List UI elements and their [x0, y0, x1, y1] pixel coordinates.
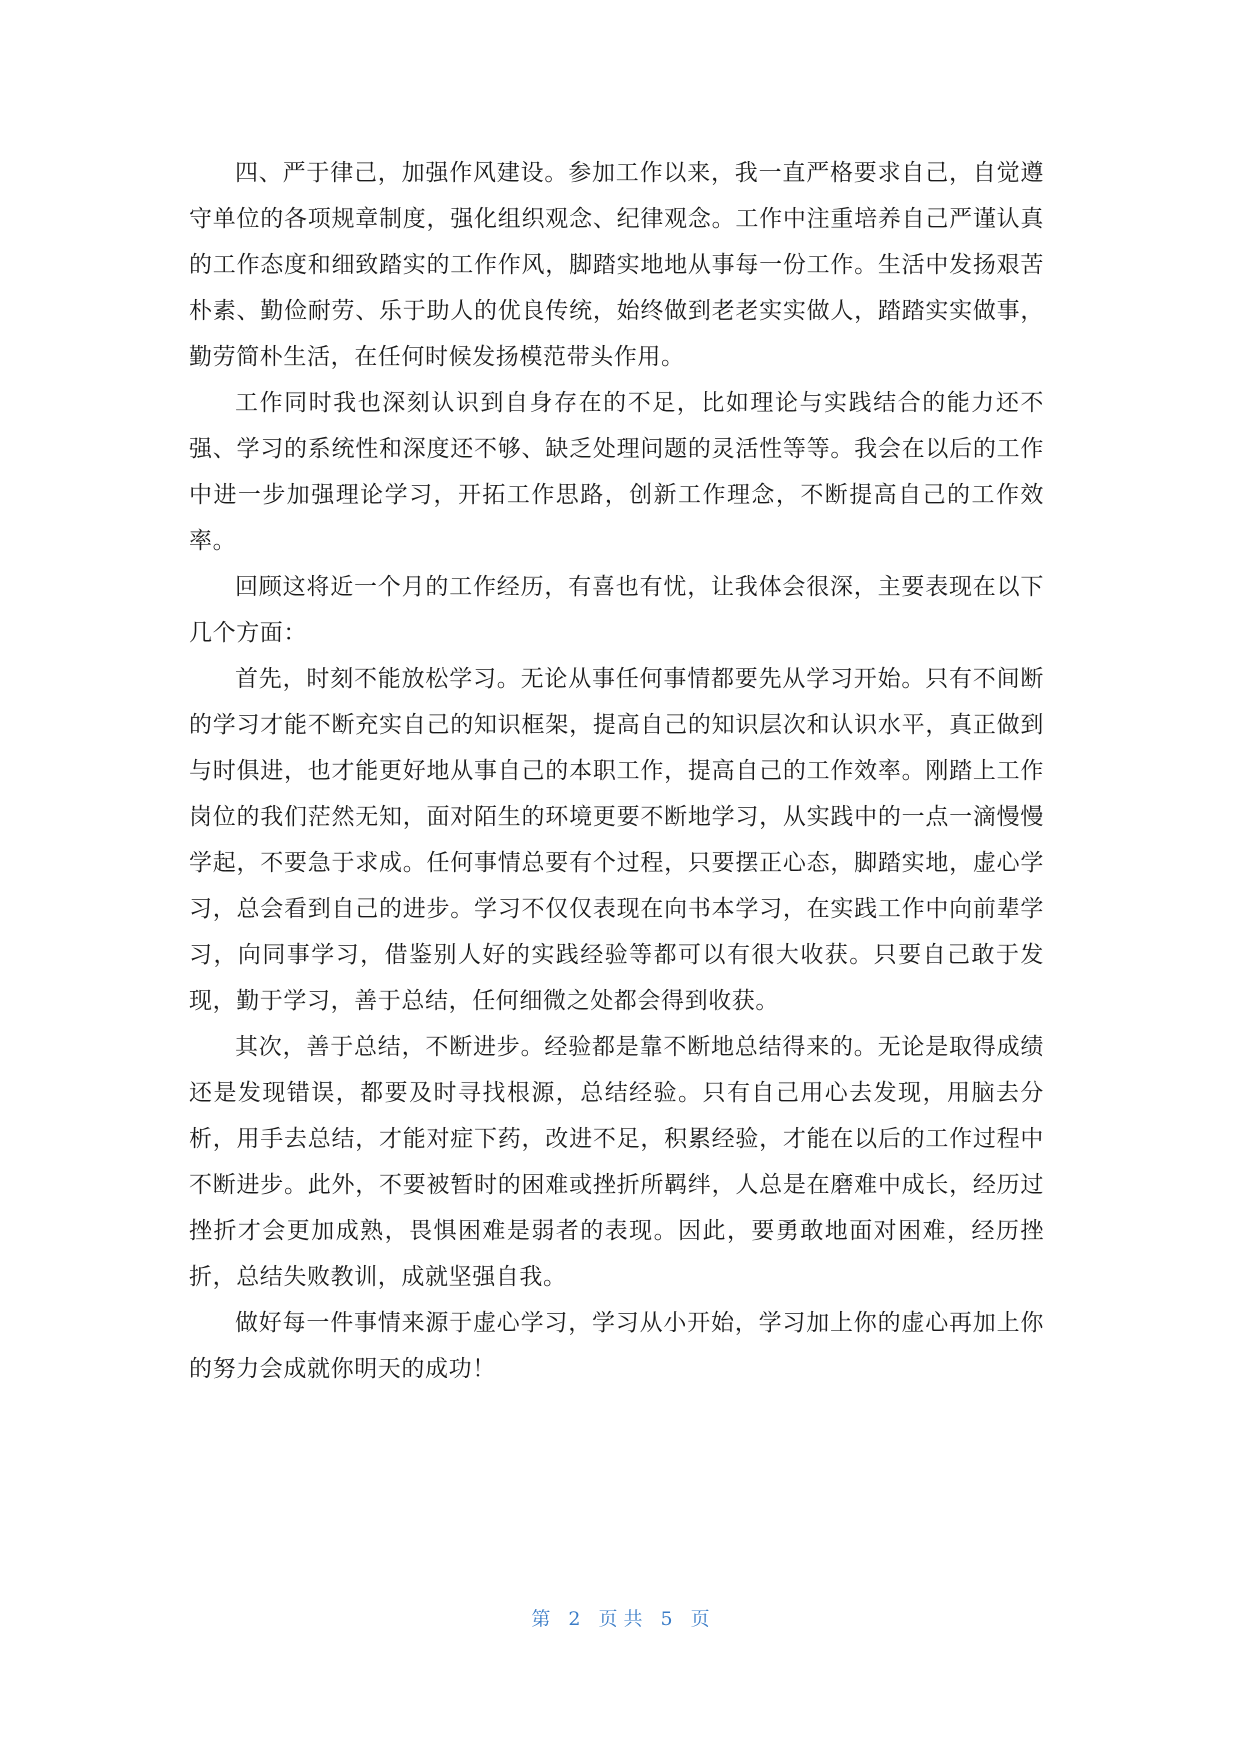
footer-total-pages: 5 [660, 1608, 673, 1630]
paragraph: 做好每一件事情来源于虚心学习，学习从小开始，学习加上你的虚心再加上你的努力会成就你明天的成功！ [189, 1310, 1044, 1382]
footer-current-page: 2 [568, 1608, 581, 1630]
paragraph: 工作同时我也深刻认识到自身存在的不足，比如理论与实践结合的能力还不强、学习的系统性和深度还不够、缺乏处理问题的灵活性等等。我会在以后的工作中进一步加强理论学习，开拓工作思路，创新工作理念，不断提高自己的工作效率。 [189, 390, 1044, 554]
paragraph: 其次，善于总结，不断进步。经验都是靠不断地总结得来的。无论是取得成绩还是发现错误，都要及时寻找根源，总结经验。只有自己用心去发现，用脑去分析，用手去总结，才能对症下药，改进不足，积累经验，才能在以后的工作过程中不断进步。此外，不要被暂时的困难或挫折所羁绊，人总是在磨难中成长，经历过挫折才会更加成熟，畏惧困难是弱者的表现。因此，要勇敢地面对困难，经历挫折，总结失败教训，成就坚强自我。 [189, 1034, 1044, 1290]
paragraph: 回顾这将近一个月的工作经历，有喜也有忧，让我体会很深，主要表现在以下几个方面： [189, 574, 1044, 646]
paragraph: 四、严于律己，加强作风建设。参加工作以来，我一直严格要求自己，自觉遵守单位的各项规章制度，强化组织观念、纪律观念。工作中注重培养自己严谨认真的工作态度和细致踏实的工作作风，脚踏实地地从事每一份工作。生活中发扬艰苦朴素、勤俭耐劳、乐于助人的优良传统，始终做到老老实实做人，踏踏实实做事，勤劳简朴生活，在任何时候发扬模范带头作用。 [189, 160, 1044, 370]
footer-label-pages: 页 [690, 1608, 710, 1630]
footer-label-of: 页 共 [598, 1608, 643, 1630]
footer-label-page: 第 [531, 1608, 551, 1630]
paragraph: 首先，时刻不能放松学习。无论从事任何事情都要先从学习开始。只有不间断的学习才能不断充实自己的知识框架，提高自己的知识层次和认识水平，真正做到与时俱进，也才能更好地从事自己的本职工作，提高自己的工作效率。刚踏上工作岗位的我们茫然无知，面对陌生的环境更要不断地学习，从实践中的一点一滴慢慢学起，不要急于求成。任何事情总要有个过程，只要摆正心态，脚踏实地，虚心学习，总会看到自己的进步。学习不仅仅表现在向书本学习，在实践工作中向前辈学习，向同事学习，借鉴别人好的实践经验等都可以有很大收获。只要自己敢于发现，勤于学习，善于总结，任何细微之处都会得到收获。 [189, 666, 1044, 1014]
page-footer [0, 1604, 1241, 1631]
document-body [189, 150, 1044, 1392]
